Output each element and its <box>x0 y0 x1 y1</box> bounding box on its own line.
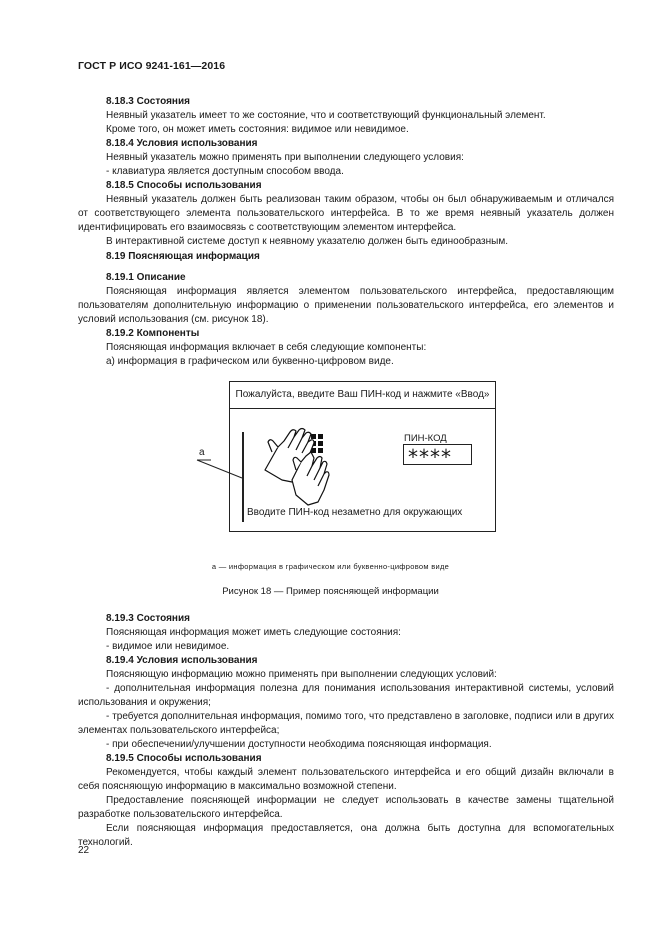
pin-dialog-prompt: Пожалуйста, введите Ваш ПИН-код и нажмите «Ввод» <box>230 382 495 409</box>
list-item: а) информация в графическом или буквенно-цифровом виде. <box>106 356 394 367</box>
list-item: - при обеспечении/улучшении доступности необходима поясняющая информация. <box>106 739 492 750</box>
heading-8-18-3: 8.18.3 Состояния <box>106 96 190 107</box>
list-item: - видимое или невидимое. <box>106 641 230 652</box>
explanation-marker-label: а <box>199 447 205 458</box>
list-item: - требуется дополнительная информация, помимо того, что представлено в заголовке, подписи или в других элементах пользовательского интерфейса; <box>78 711 614 736</box>
pin-input-field: **** <box>403 444 472 465</box>
explanation-text: Вводите ПИН-код незаметно для окружающих <box>247 507 463 518</box>
paragraph: В интерактивной системе доступ к неявному указателю должен быть единообразным. <box>106 236 508 247</box>
heading-8-19-1: 8.19.1 Описание <box>106 272 186 283</box>
paragraph: Предоставление поясняющей информации не следует использовать в качестве замены тщательной разработке пользовательского интерфейса. <box>78 795 614 820</box>
heading-8-19-4: 8.19.4 Условия использования <box>106 655 258 666</box>
heading-8-18-5: 8.18.5 Способы использования <box>106 180 262 191</box>
heading-8-19: 8.19 Поясняющая информация <box>106 251 260 262</box>
heading-8-19-3: 8.19.3 Состояния <box>106 613 190 624</box>
paragraph: Неявный указатель имеет то же состояние, что и соответствующий функциональный элемент. <box>106 110 546 121</box>
section-8-19-3 <box>78 612 614 850</box>
hand-icon <box>292 452 329 505</box>
paragraph: Кроме того, он может иметь состояния: видимое или невидимое. <box>106 124 409 135</box>
paragraph: Неявный указатель должен быть реализован таким образом, чтобы он был обнаруживаемым и отличался от соответствующего элемента пользовательского интерфейса. В то же время неявный указатель должен идентифицировать его взаимосвязь с соответствующим элементом интерфейса. <box>78 194 614 233</box>
list-item: - клавиатура является доступным способом ввода. <box>106 166 344 177</box>
page-number: 22 <box>78 845 90 856</box>
heading-8-18-4: 8.18.4 Условия использования <box>106 138 258 149</box>
leader-line <box>197 460 242 478</box>
pin-field-label: ПИН-КОД <box>404 433 447 444</box>
list-item: - дополнительная информация полезна для понимания использования интерактивной системы, условий использования и окружения; <box>78 683 614 708</box>
paragraph: Рекомендуется, чтобы каждый элемент пользовательского интерфейса и его общий дизайн включали в себя поясняющую информацию в максимально возможной степени. <box>78 767 614 792</box>
heading-8-19-5: 8.19.5 Способы использования <box>106 753 262 764</box>
paragraph: Поясняющая информация включает в себя следующие компоненты: <box>106 342 427 353</box>
paragraph: Поясняющая информация является элементом пользовательского интерфейса, предоставляющим пользователям дополнительную информацию о применении пользовательского интерфейса, его элементов и условий использования (см. рисунок 18). <box>78 286 614 325</box>
paragraph: Поясняющую информацию можно применять при выполнении следующих условий: <box>106 669 497 680</box>
paragraph: Поясняющая информация может иметь следующие состояния: <box>106 627 401 638</box>
paragraph: Если поясняющая информация предоставляется, она должна быть доступна для вспомогательных технологий. <box>78 823 614 848</box>
figure-legend: а — информация в графическом или буквенно-цифровом виде <box>211 562 450 571</box>
document-header: ГОСТ Р ИСО 9241-161—2016 <box>78 60 226 72</box>
paragraph: Неявный указатель можно применять при выполнении следующего условия: <box>106 152 464 163</box>
heading-8-19-2: 8.19.2 Компоненты <box>106 328 200 339</box>
figure-caption: Рисунок 18 — Пример поясняющей информации <box>222 586 439 597</box>
